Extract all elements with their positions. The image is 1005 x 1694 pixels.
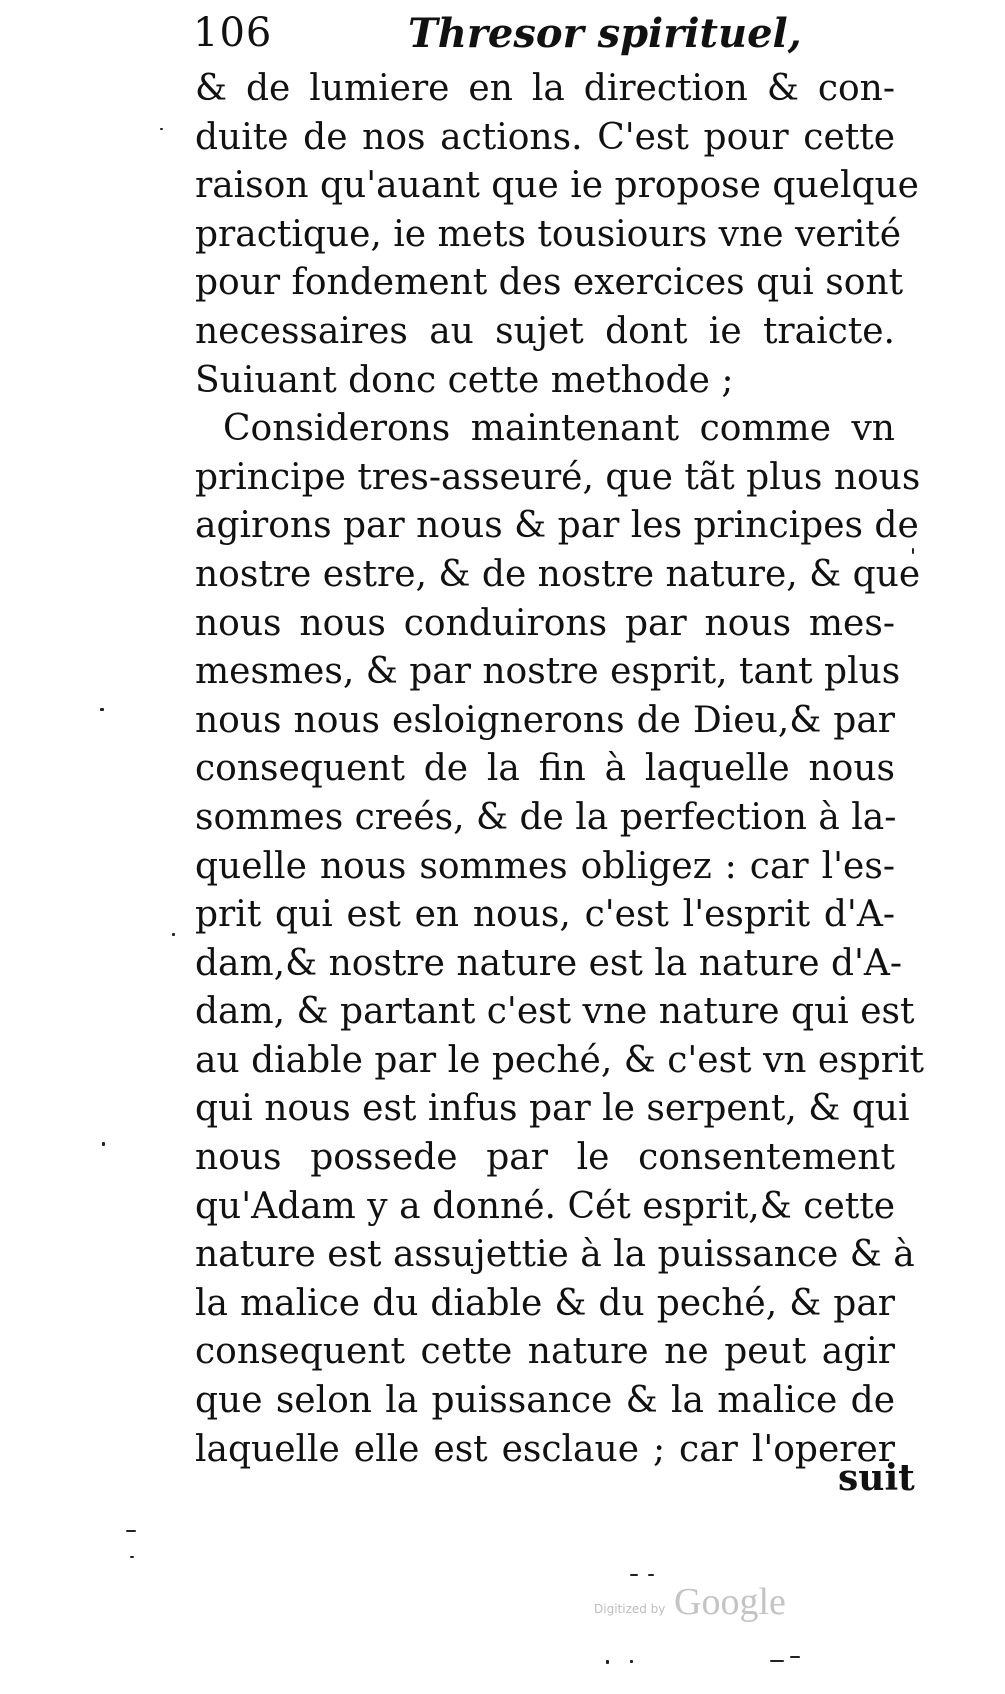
- text-line: qu'Adam y a donné. Cét esprit,& cette: [195, 1185, 895, 1227]
- text-line: nostre estre, & de nostre nature, & que: [195, 553, 921, 595]
- text-line: consequent de la fin à laquelle nous: [195, 748, 895, 790]
- text-line: mesmes, & par nostre esprit, tant plus: [195, 651, 901, 693]
- text-line: laquelle elle est esclaue ; car l'operer: [195, 1428, 895, 1470]
- text-line: pour fondement des exercices qui sont: [195, 262, 904, 304]
- scan-speck: [160, 128, 163, 130]
- text-line: nature est assujettie à la puissance & à: [195, 1234, 915, 1276]
- catchword: suit: [838, 1457, 915, 1499]
- scan-speck: [630, 1574, 638, 1576]
- text-line: que selon la puissance & la malice de: [195, 1380, 895, 1422]
- text-line: nous nous conduirons par nous mes-: [195, 602, 895, 644]
- text-line: necessaires au sujet dont ie traicte.: [195, 310, 895, 352]
- scan-speck: [606, 1660, 609, 1664]
- scan-speck: [912, 548, 914, 554]
- paragraph-start-line: Considerons maintenant comme vn: [223, 408, 895, 450]
- running-title: Thresor spirituel,: [408, 10, 802, 57]
- scan-speck: [100, 708, 104, 711]
- scan-speck: [770, 1660, 784, 1662]
- watermark-prefix: Digitized by: [594, 1602, 666, 1616]
- scan-speck: [172, 933, 175, 936]
- text-line: practique, ie mets tousiours vne verité: [195, 213, 902, 255]
- scan-speck: [102, 1142, 105, 1146]
- text-line: agirons par nous & par les principes de: [195, 505, 919, 547]
- page-header: [193, 10, 853, 66]
- digitization-watermark: [594, 1580, 814, 1630]
- body-text: [195, 65, 924, 1474]
- text-line: dam,& nostre nature est la nature d'A-: [195, 942, 903, 984]
- text-line: dam, & partant c'est vne nature qui est: [195, 991, 915, 1033]
- text-line: Suiuant donc cette methode ;: [195, 359, 734, 401]
- text-line: qui nous est infus par le serpent, & qui: [195, 1088, 910, 1130]
- scan-speck: [630, 1660, 633, 1663]
- text-line: prit qui est en nous, c'est l'esprit d'A-: [195, 894, 895, 936]
- page-number: 106: [193, 10, 273, 56]
- text-line: consequent cette nature ne peut agir: [195, 1331, 895, 1373]
- scan-speck: [790, 1656, 800, 1658]
- text-line: principe tres-asseuré, que tãt plus nous: [195, 456, 921, 498]
- text-line: & de lumiere en la direction & con-: [195, 68, 895, 109]
- text-line: la malice du diable & du peché, & par: [195, 1282, 895, 1324]
- text-line: au diable par le peché, & c'est vn esprit: [195, 1039, 924, 1081]
- scan-speck: [130, 1556, 134, 1558]
- scan-speck: [648, 1574, 654, 1576]
- scan-speck: [126, 1530, 136, 1532]
- google-logo: Google: [674, 1581, 786, 1623]
- text-line: raison qu'auant que ie propose quelque: [195, 165, 919, 207]
- text-line: nous nous esloignerons de Dieu,& par: [195, 699, 895, 741]
- text-line: nous possede par le consentement: [195, 1137, 895, 1179]
- text-line: duite de nos actions. C'est pour cette: [195, 116, 895, 158]
- text-line: quelle nous sommes obligez : car l'es-: [195, 845, 895, 887]
- text-line: sommes creés, & de la perfection à la-: [195, 796, 897, 838]
